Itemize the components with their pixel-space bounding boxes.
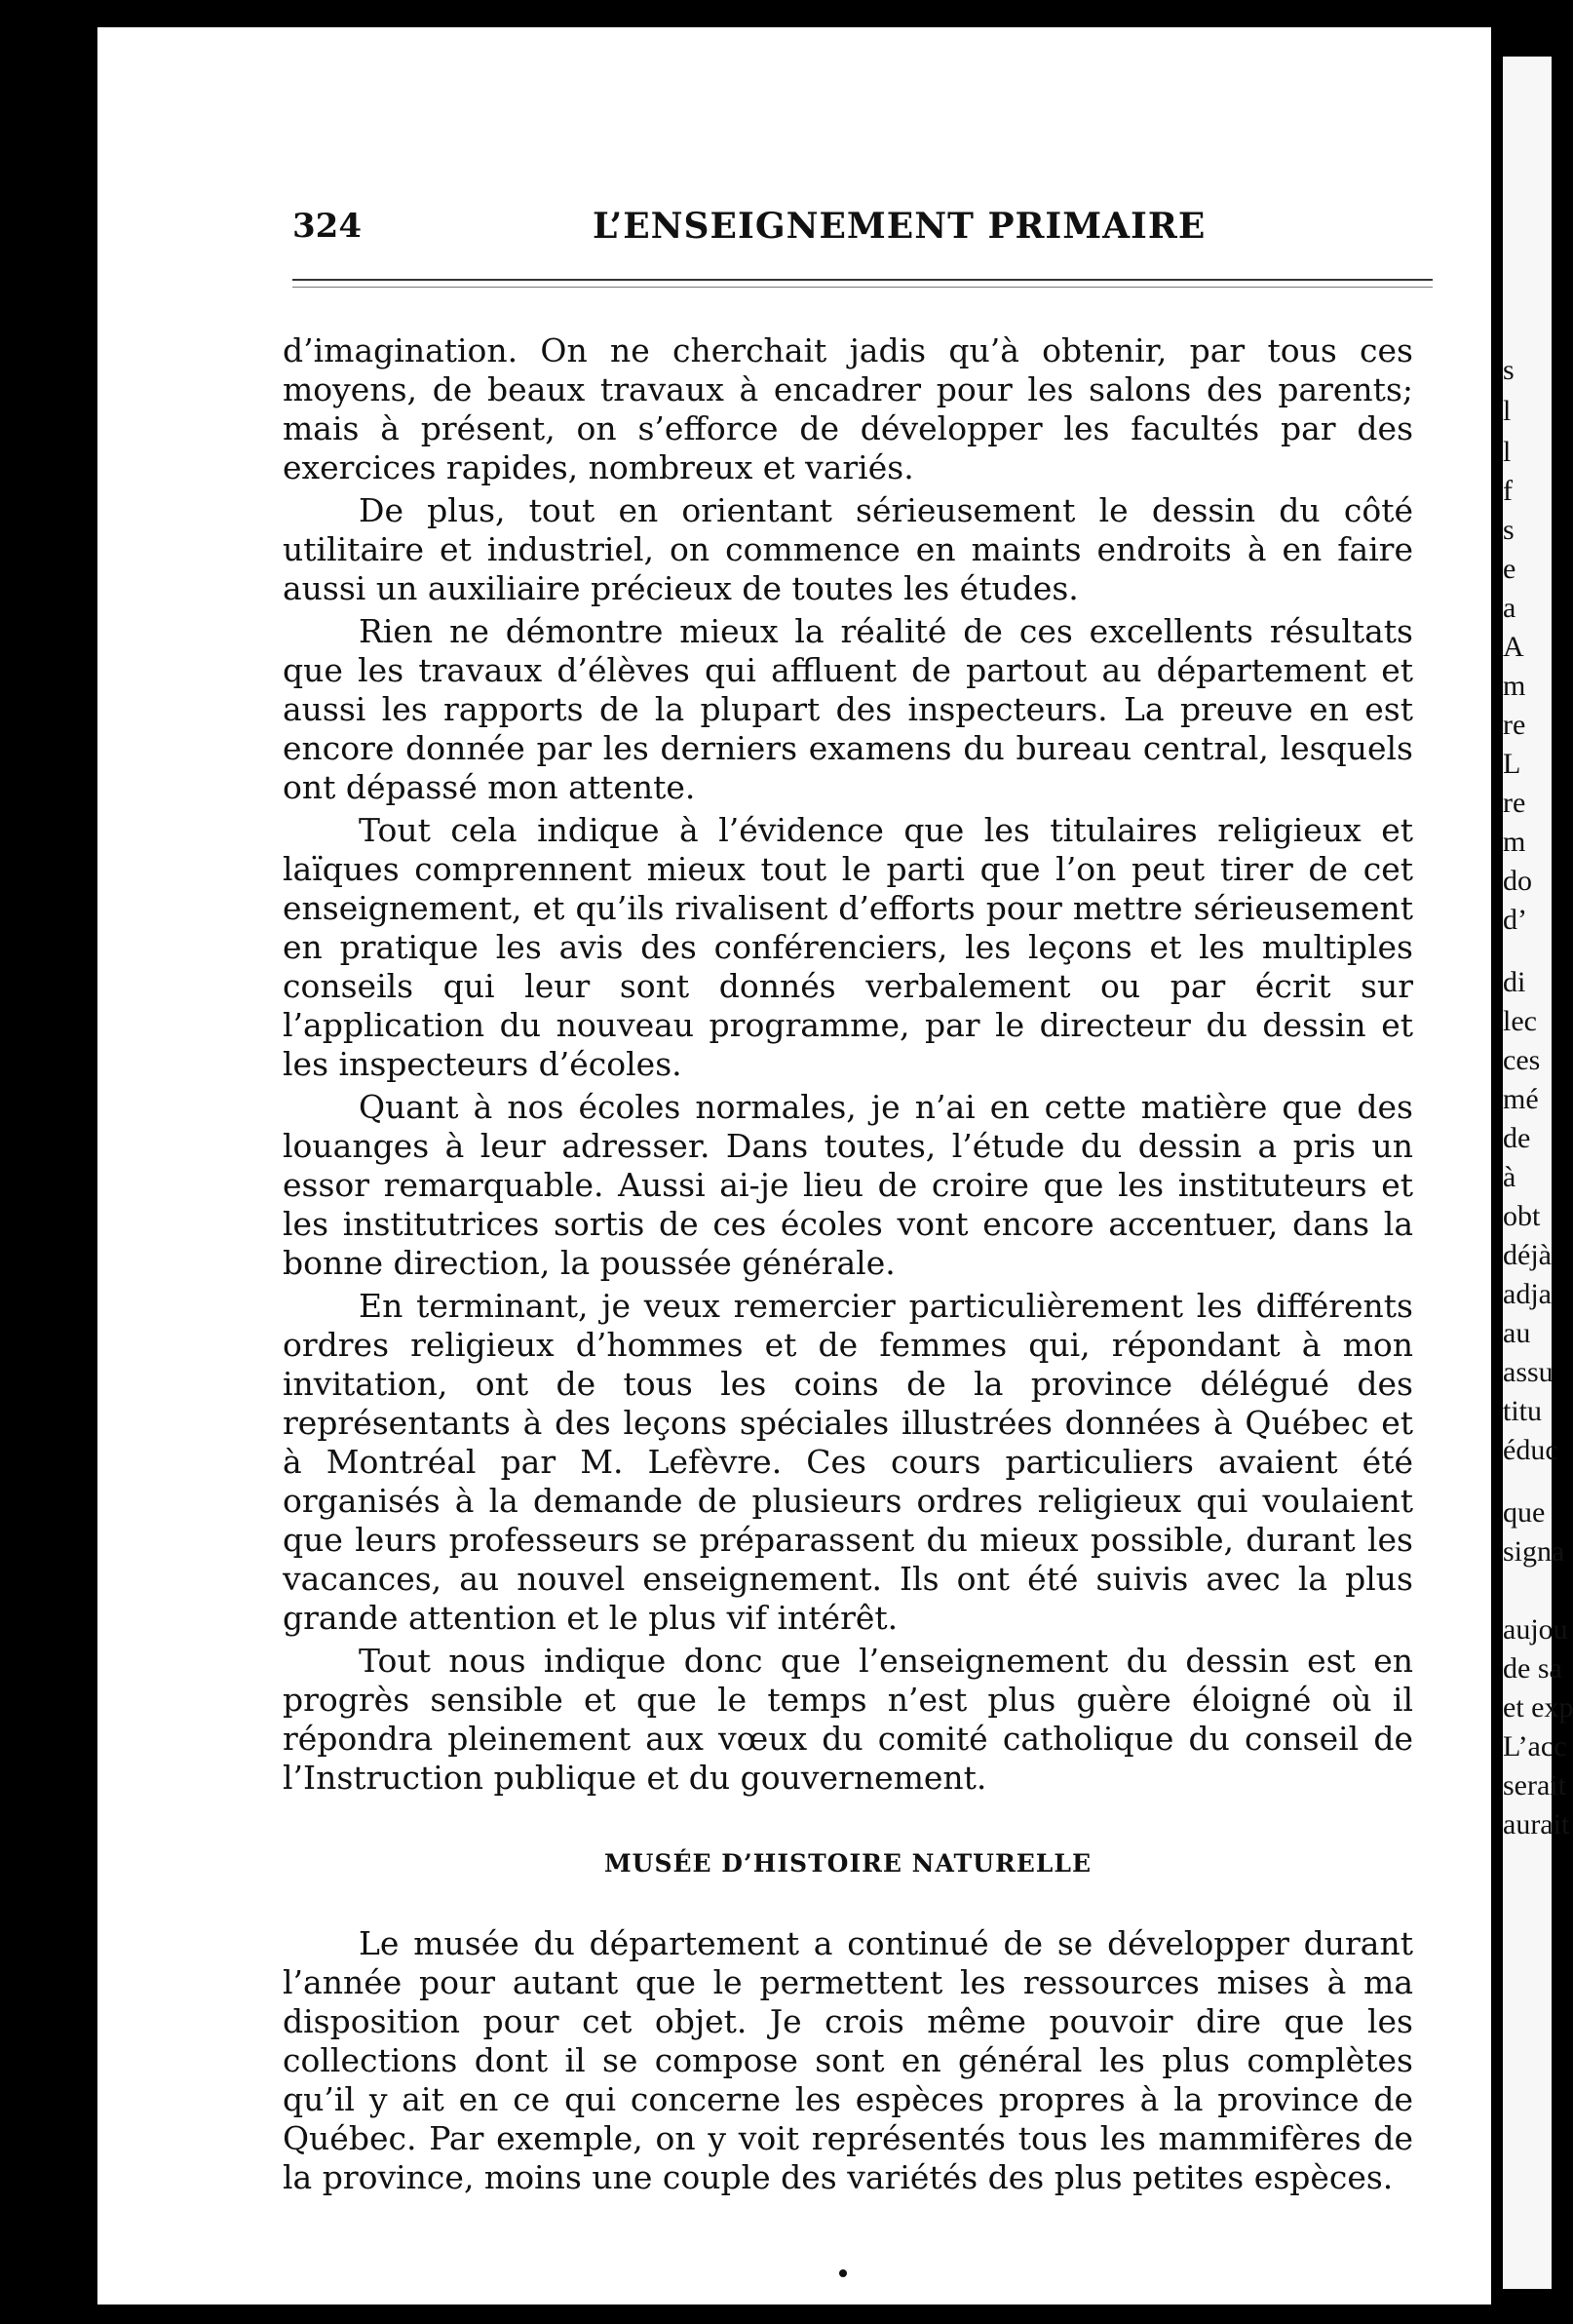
adjacent-page-fragment: L (1503, 748, 1521, 780)
body-paragraph: Quant à nos écoles normales, je n’ai en cette matière que des louanges à leur adresser. Dans toutes, l’étude du dessin a pris un essor remarquable. Aussi ai-je lieu de croire que les instituteurs et les institutrices sortis de ces écoles vont encore accentuer, dans la bonne direction, la poussée générale. (283, 1088, 1413, 1282)
adjacent-page-fragment: re (1503, 787, 1526, 819)
adjacent-page-fragment: aujou (1503, 1613, 1568, 1646)
page-header (292, 201, 1433, 252)
museum-paragraph: Le musée du département a continué de se développer durant l’année pour autant que le permettent les ressources mises à ma disposition pour cet objet. Je crois même pouvoir dire que les collections dont il se compose sont en général les plus complètes qu’il y ait en ce qui concerne les espèces propres à la province de Québec. Par exemple, on y voit représentés tous les mammifères de la province, moins une couple des variétés des plus petites espèces. (283, 1924, 1413, 2196)
adjacent-page-fragment: signa (1503, 1535, 1565, 1568)
page-mark (839, 2269, 847, 2277)
adjacent-page-fragment: de sa (1503, 1652, 1562, 1685)
page-number: 324 (292, 207, 362, 246)
adjacent-page-fragment: d’ (1503, 904, 1527, 936)
adjacent-page-fragment: mé (1503, 1083, 1539, 1115)
body-paragraph: Rien ne démontre mieux la réalité de ces excellents résultats que les travaux d’élèves qui affluent de partout au département et aussi les rapports de la plupart des inspecteurs. La preuve en est encore donnée par les derniers examens du bureau central, lesquels ont dépassé mon attente. (283, 612, 1413, 806)
adjacent-page-fragment: ces (1503, 1044, 1541, 1076)
body-paragraph: En terminant, je veux remercier particulièrement les différents ordres religieux d’hommes et de femmes qui, répondant à mon invitation, ont de tous les coins de la province délégué des représentants à des leçons spéciales illustrées données à Québec et à Montréal par M. Lefèvre. Ces cours particuliers avaient été organisés à la demande de plusieurs ordres religieux qui voulaient que leurs professeurs se préparassent du mieux possible, durant les vacances, au nouvel enseignement. Ils ont été suivis avec la plus grande attention et le plus vif intérêt. (283, 1287, 1413, 1637)
adjacent-page-fragment: s (1503, 354, 1515, 386)
adjacent-page-fragment: éduc (1503, 1434, 1558, 1466)
adjacent-page-fragment: a (1503, 592, 1516, 624)
adjacent-page-fragment: assu (1503, 1356, 1554, 1388)
page-body (283, 331, 1413, 2201)
body-paragraph: De plus, tout en orientant sérieusement le dessin du côté utilitaire et industriel, on commence en maints endroits à en faire aussi un auxiliaire précieux de toutes les études. (283, 491, 1413, 607)
adjacent-page-fragment: que (1503, 1496, 1546, 1529)
adjacent-page-fragment: l (1503, 395, 1512, 427)
adjacent-page-fragment: l (1503, 436, 1512, 468)
adjacent-page-edge (1503, 57, 1573, 2289)
adjacent-page-fragment: et exp (1503, 1691, 1573, 1724)
adjacent-page-fragment: aurait (1503, 1808, 1570, 1840)
header-rule (292, 279, 1433, 281)
adjacent-page-fragment: re (1503, 709, 1526, 741)
adjacent-page-fragment: m (1503, 670, 1526, 702)
adjacent-page-fragment: f (1503, 475, 1513, 507)
body-paragraph: Tout nous indique donc que l’enseignement du dessin est en progrès sensible et que le temps n’est plus guère éloigné où il répondra pleinement aux vœux du comité catholique du conseil de l’Instruction publique et du gouvernement. (283, 1642, 1413, 1797)
adjacent-page-fragment: de (1503, 1122, 1531, 1154)
adjacent-page-fragment: di (1503, 966, 1526, 998)
adjacent-page-fragment: serait (1503, 1769, 1566, 1801)
header-rule-shadow (292, 287, 1433, 288)
adjacent-page-fragment: obt (1503, 1200, 1541, 1232)
adjacent-page-fragment: adja (1503, 1278, 1552, 1310)
adjacent-page-fragment: do (1503, 865, 1532, 897)
adjacent-page-fragment: m (1503, 826, 1526, 858)
adjacent-page-fragment: s (1503, 514, 1515, 546)
body-paragraph: Tout cela indique à l’évidence que les titulaires religieux et laïques comprennent mieux tout le parti que l’on peut tirer de cet enseignement, et qu’ils rivalisent d’efforts pour mettre sérieusement en pratique les avis des conférenciers, les leçons et les multiples conseils qui leur sont donnés verbalement ou par écrit sur l’application du nouveau programme, par le directeur du dessin et les inspecteurs d’écoles. (283, 811, 1413, 1083)
adjacent-page-fragment: A (1503, 631, 1524, 663)
adjacent-page-fragment: L’acc (1503, 1730, 1567, 1762)
adjacent-page-fragment: au (1503, 1317, 1531, 1349)
body-paragraph: d’imagination. On ne cherchait jadis qu’à obtenir, par tous ces moyens, de beaux travaux à encadrer pour les salons des parents; mais à présent, on s’efforce de développer les facultés par des exercices rapides, nombreux et variés. (283, 331, 1413, 486)
section-heading: MUSÉE D’HISTOIRE NATURELLE (603, 1849, 1093, 1878)
adjacent-page-fragment: lec (1503, 1005, 1537, 1037)
adjacent-page-fragment: déjà (1503, 1239, 1552, 1271)
adjacent-page-fragment: titu (1503, 1395, 1543, 1427)
adjacent-page-fragment: e (1503, 553, 1516, 585)
adjacent-page-fragment: à (1503, 1161, 1516, 1193)
running-title: L’ENSEIGNEMENT PRIMAIRE (593, 206, 1207, 247)
